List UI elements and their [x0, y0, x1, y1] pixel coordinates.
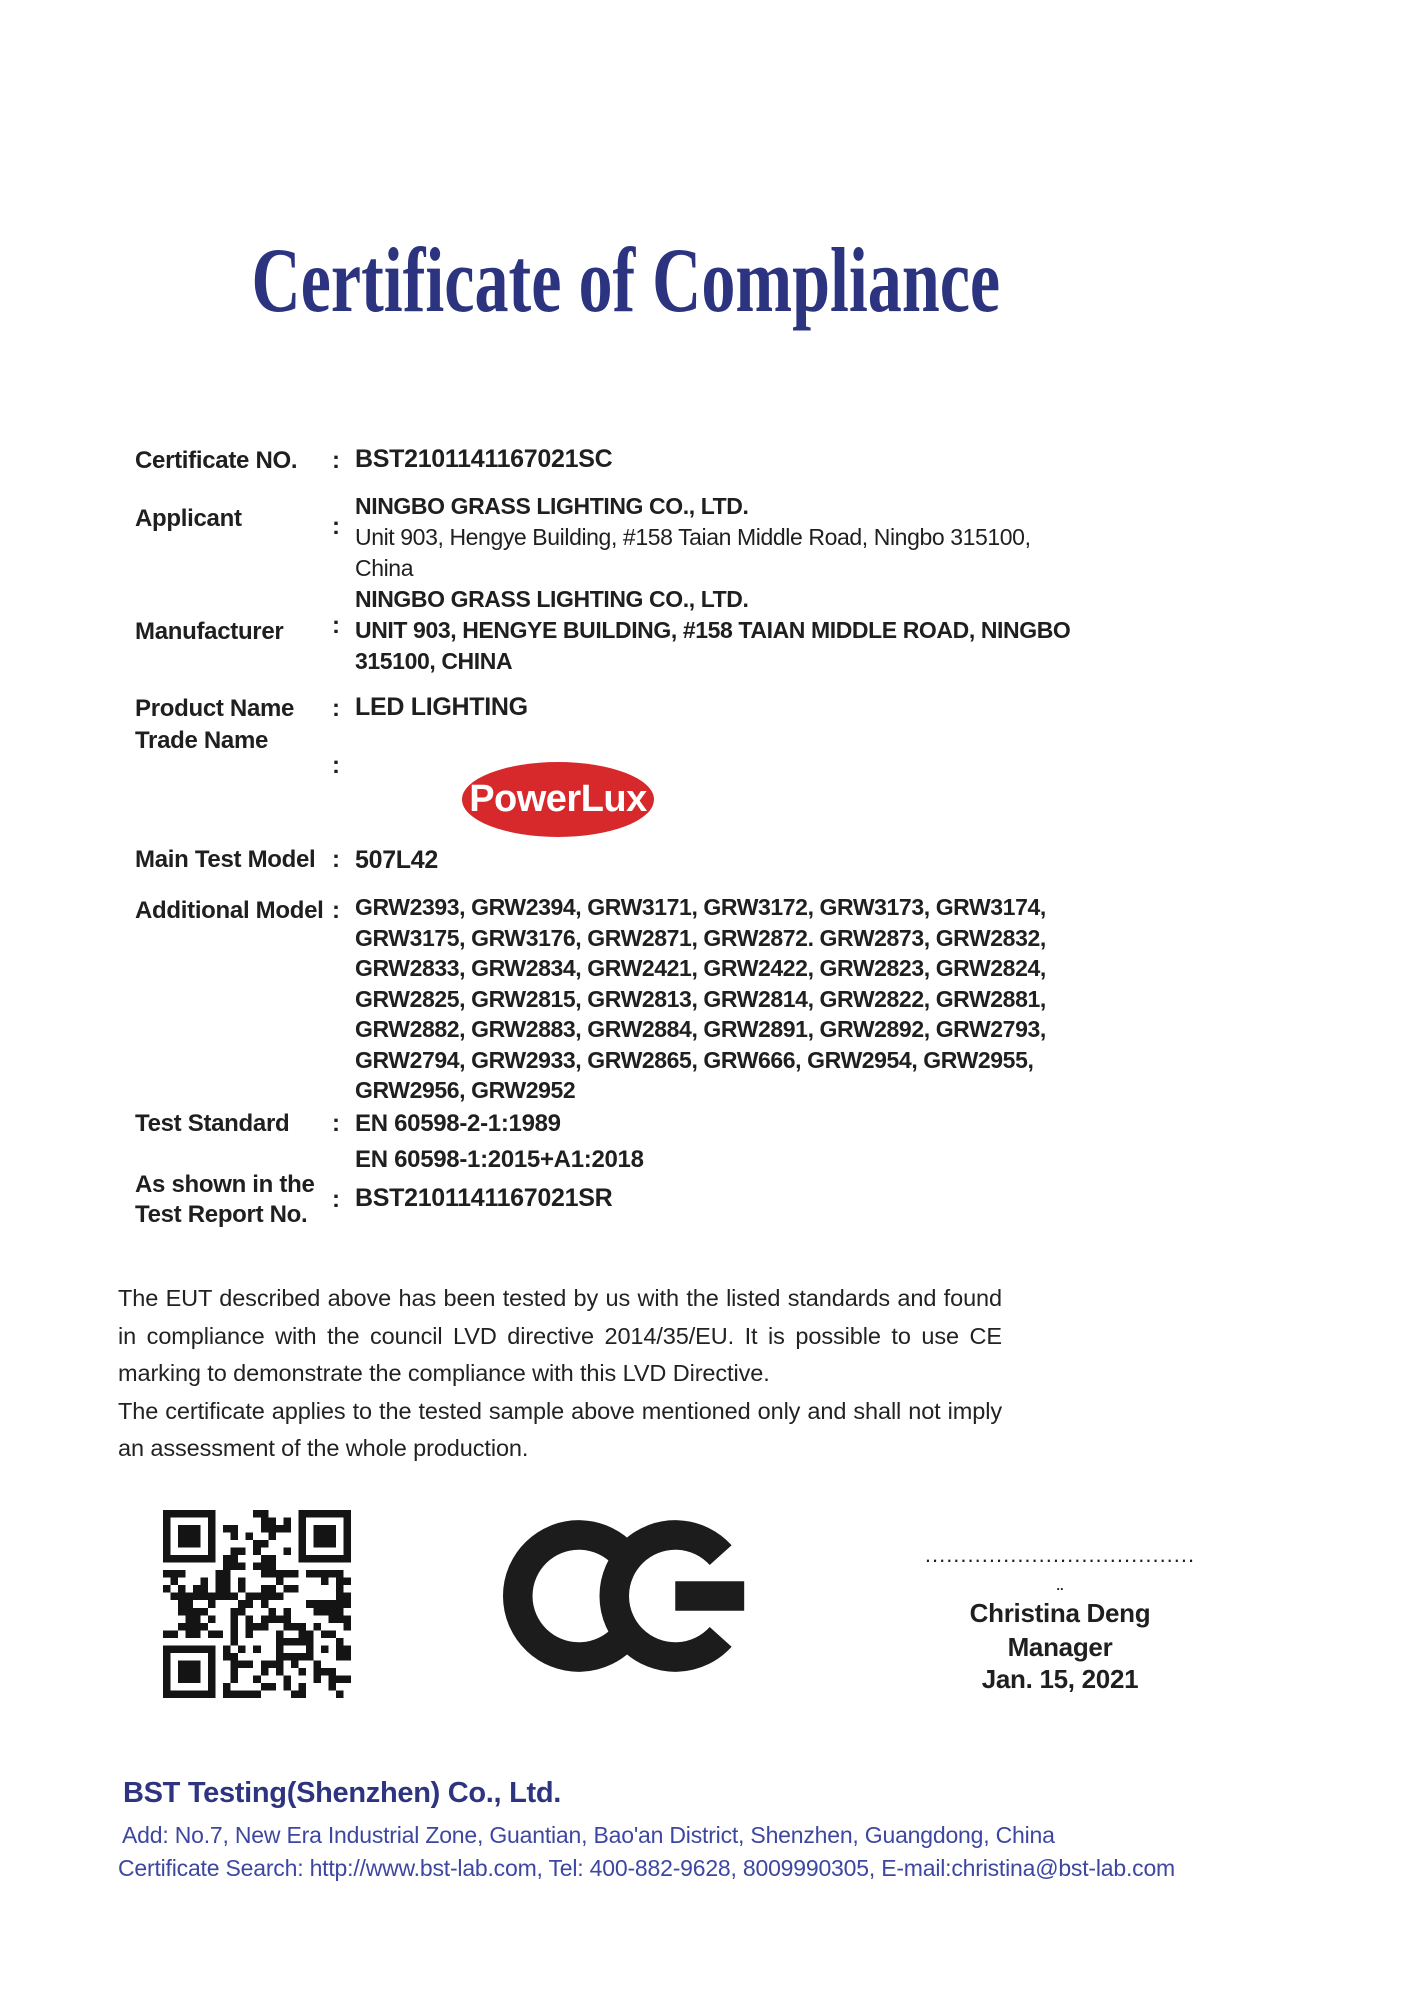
product-name-value: LED LIGHTING — [355, 693, 528, 721]
applicant-label: Applicant — [135, 505, 242, 532]
test-report-value: BST2101141167021SR — [355, 1184, 613, 1212]
product-name-label: Product Name — [135, 695, 295, 722]
certificate-no-value: BST2101141167021SC — [355, 445, 613, 473]
applicant-value — [355, 491, 1031, 584]
powerlux-logo — [462, 762, 654, 837]
signature-dotted-line: ...................................... — [924, 1542, 1196, 1567]
test-report-label — [135, 1170, 315, 1230]
test-standard-value — [355, 1106, 644, 1178]
signature-small-dots: .. — [1056, 1578, 1064, 1593]
applicant-name: NINGBO GRASS LIGHTING CO., LTD. — [355, 493, 749, 519]
model-line: GRW2882, GRW2883, GRW2884, GRW2891, GRW2892, GRW2793, — [355, 1016, 1046, 1042]
signer-name: Christina Deng — [969, 1598, 1151, 1628]
test-standard-label: Test Standard — [135, 1110, 290, 1137]
test-report-colon: : — [332, 1186, 340, 1213]
additional-model-colon: : — [332, 897, 340, 924]
manufacturer-address-line1: UNIT 903, HENGYE BUILDING, #158 TAIAN MIDDLE ROAD, NINGBO — [355, 617, 1071, 643]
main-test-model-value: 507L42 — [355, 846, 438, 874]
standard-line: EN 60598-2-1:1989 — [355, 1110, 561, 1137]
applicant-address-line2: China — [355, 555, 414, 581]
product-name-colon: : — [332, 695, 340, 722]
model-line: GRW2825, GRW2815, GRW2813, GRW2814, GRW2822, GRW2881, — [355, 985, 1046, 1012]
manufacturer-address-line2: 315100, CHINA — [355, 648, 513, 674]
qr-code-icon — [163, 1510, 351, 1698]
main-test-model-colon: : — [332, 846, 340, 873]
manufacturer-name: NINGBO GRASS LIGHTING CO., LTD. — [355, 586, 749, 612]
test-report-label-line2: Test Report No. — [135, 1201, 308, 1228]
test-standard-colon: : — [332, 1110, 340, 1137]
signature-date: Jan. 15, 2021 — [981, 1664, 1139, 1694]
manufacturer-value — [355, 584, 1070, 677]
model-line: GRW3175, GRW3176, GRW2871, GRW2872. GRW2873, GRW2832, — [355, 924, 1046, 951]
model-line: GRW2393, GRW2394, GRW3171, GRW3172, GRW3173, GRW3174, — [355, 894, 1046, 920]
qr-code — [163, 1510, 351, 1698]
applicant-address-line1: Unit 903, Hengye Building, #158 Taian Middle Road, Ningbo 315100, — [355, 524, 1031, 550]
model-line: GRW2956, GRW2952 — [355, 1077, 576, 1103]
model-line: GRW2794, GRW2933, GRW2865, GRW666, GRW2954, GRW2955, — [355, 1046, 1034, 1073]
test-report-label-line1: As shown in the — [135, 1171, 315, 1198]
trade-name-label: Trade Name — [135, 727, 269, 754]
standard-line: EN 60598-1:2015+A1:2018 — [355, 1146, 644, 1173]
additional-model-label: Additional Model — [135, 897, 324, 924]
manufacturer-label: Manufacturer — [135, 618, 284, 645]
statement-paragraph-1: The EUT described above has been tested by us with the listed standards and found in compliance with the council LVD directive 2014/35/EU. It is possible to use CE marking to demonstrate the compliance with this LVD Directive. — [118, 1285, 1002, 1386]
footer-address: Add: No.7, New Era Industrial Zone, Guantian, Bao'an District, Shenzhen, Guangdong, China — [122, 1822, 1055, 1848]
applicant-colon: : — [332, 513, 340, 540]
manufacturer-colon: : — [332, 612, 340, 639]
signer-role: Manager — [1007, 1632, 1113, 1662]
compliance-statement — [118, 1280, 1002, 1468]
main-test-model-label: Main Test Model — [135, 846, 316, 873]
page-title-text: Certificate of Compliance — [251, 229, 1001, 331]
statement-paragraph-2: The certificate applies to the tested sample above mentioned only and shall not imply an assessment of the whole production. — [118, 1397, 1002, 1461]
additional-model-value — [355, 892, 1046, 1106]
footer-company-name: BST Testing(Shenzhen) Co., Ltd. — [123, 1777, 562, 1809]
page-title — [120, 229, 1001, 331]
ce-mark — [500, 1516, 756, 1676]
certificate-no-colon: : — [332, 447, 340, 474]
certificate-no-label: Certificate NO. — [135, 447, 298, 474]
trade-name-colon: : — [332, 752, 340, 779]
powerlux-logo-text: PowerLux — [469, 778, 647, 820]
ce-mark-icon — [500, 1516, 756, 1676]
model-line: GRW2833, GRW2834, GRW2421, GRW2422, GRW2823, GRW2824, — [355, 955, 1046, 981]
footer-contact: Certificate Search: http://www.bst-lab.com, Tel: 400-882-9628, 8009990305, E-mail:christina@bst-lab.com — [118, 1855, 1176, 1881]
